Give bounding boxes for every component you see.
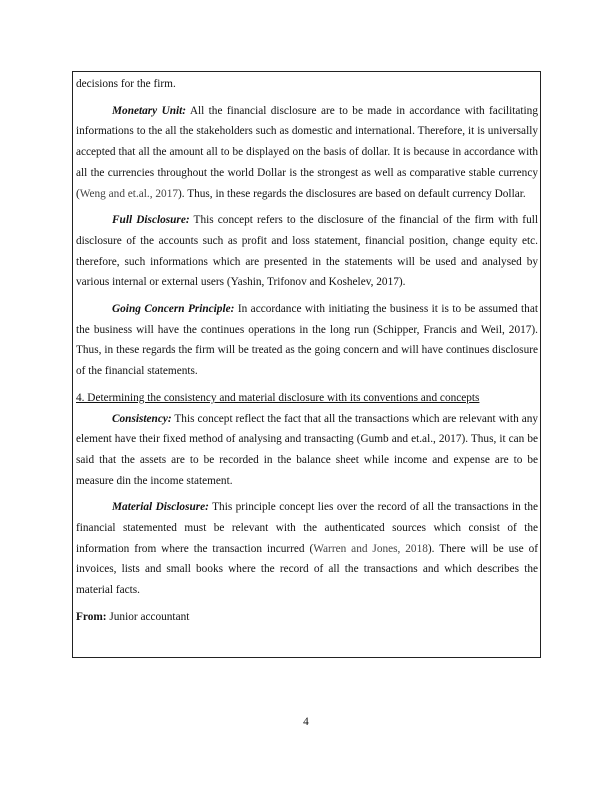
monetary-unit-text-after: ). Thus, in these regards the disclosures are based on default currency Dollar.	[178, 187, 526, 200]
page-number: 4	[303, 716, 309, 728]
from-value: Junior accountant	[106, 610, 190, 623]
consistency-paragraph	[76, 409, 538, 492]
monetary-unit-text-before: All the financial disclosure are to be made in accordance with facilitating informations to the all the stakeholders such as domestic and international. Therefore, it is universally accepted that all the amount all to be displayed on the basis of dollar. It is because in accordance with all the currencies throughout the world Dollar is the strongest as well as comparative stable currency (	[76, 104, 538, 200]
material-disclosure-text-before: This principle concept lies over the record of all the transactions in the financial statemented must be relevant with the authenticated sources which consist of the information from where the transaction incurred (	[76, 501, 538, 555]
from-label: From:	[76, 610, 107, 623]
monetary-unit-paragraph	[76, 101, 538, 205]
full-disclosure-paragraph	[76, 210, 538, 293]
full-disclosure-text: This concept refers to the disclosure of the financial of the firm with full disclosure of the accounts such as profit and loss statement, financial position, change equity etc. therefore, such informations which are presented in the statements will be used and analysed by various internal or external users (Yashin, Trifonov and Koshelev, 2017).	[76, 214, 538, 289]
from-line	[76, 607, 538, 628]
monetary-unit-citation: Weng and et.al., 2017	[79, 187, 178, 200]
section-heading: 4. Determining the consistency and material disclosure with its conventions and concepts	[76, 391, 480, 404]
material-disclosure-text-after: ). There will be use of invoices, lists and small books where the record of all the transactions and which describes the material facts.	[76, 542, 538, 597]
going-concern-paragraph	[76, 299, 538, 382]
material-disclosure-term: Material Disclosure:	[112, 501, 209, 514]
consistency-text: This concept reflect the fact that all the transactions which are relevant with any element have their fixed method of analysing and transacting (Gumb and et.al., 2017). Thus, it can be said that the assets are to be recorded in the balance sheet while income and expense are to be measure din the income statement.	[76, 412, 538, 487]
document-frame	[72, 71, 541, 658]
continuation-text: decisions for the firm.	[76, 78, 176, 90]
consistency-term: Consistency:	[112, 412, 172, 425]
going-concern-term: Going Concern Principle:	[112, 303, 235, 316]
monetary-unit-term: Monetary Unit:	[112, 104, 187, 117]
material-disclosure-citation: Warren and Jones, 2018	[313, 542, 428, 555]
material-disclosure-paragraph	[76, 497, 538, 601]
full-disclosure-term: Full Disclosure:	[112, 214, 190, 227]
going-concern-text: In accordance with initiating the business it is to be assumed that the business will have the continues operations in the long run (Schipper, Francis and Weil, 2017). Thus, in these regards the firm will be treated as the going concern and will have continues disclosure of the financial statements.	[76, 303, 538, 378]
